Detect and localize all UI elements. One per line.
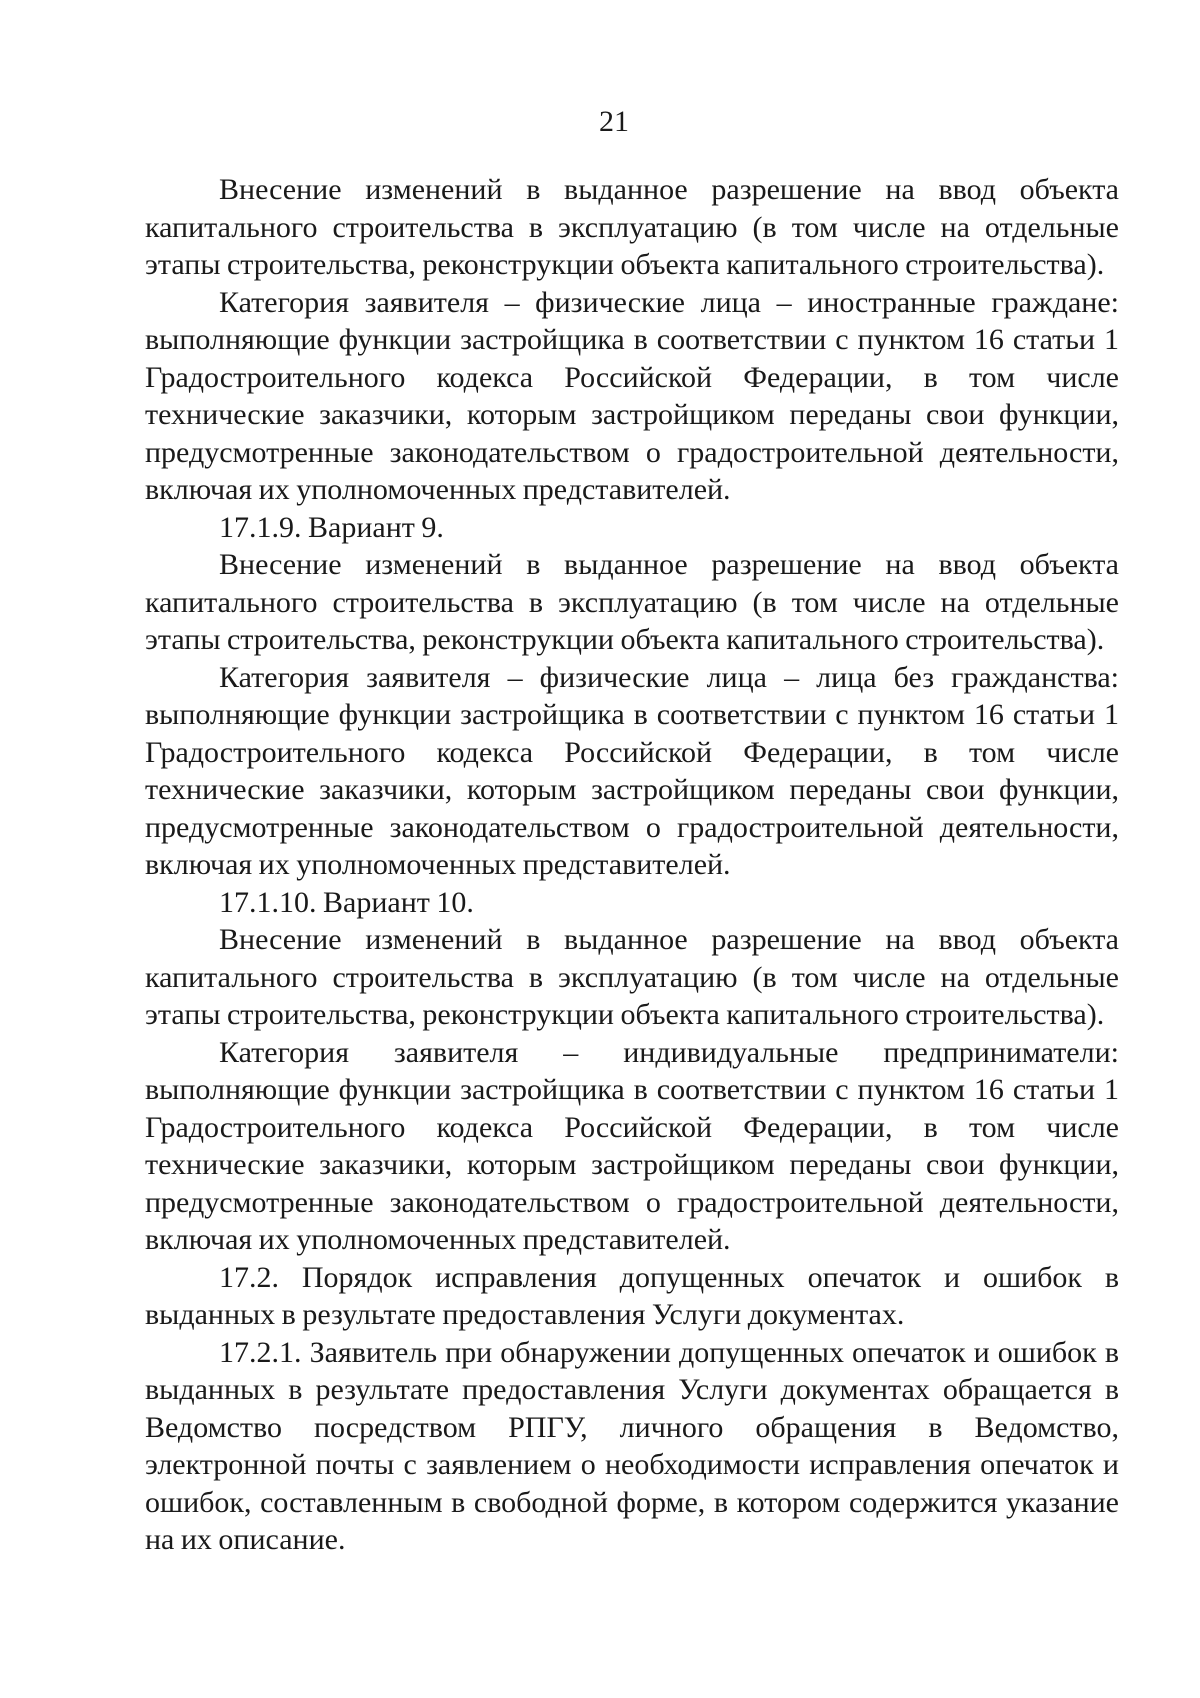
paragraph-category-foreign-citizens: Категория заявителя – физические лица – иностранные граждане: выполняющие функции застройщика в соответствии с пунктом 16 статьи 1 Градостроительного кодекса Российской Федерации, в том числе технические заказчики, которым застройщиком переданы свои функции, предусмотренные законодательством о градостроительной деятельности, включая их уполномоченных представителей.	[145, 285, 1119, 506]
paragraph-category-entrepreneurs: Категория заявителя – индивидуальные предприниматели: выполняющие функции застройщика в соответствии с пунктом 16 статьи 1 Градостроительного кодекса Российской Федерации, в том числе технические заказчики, которым застройщиком переданы свои функции, предусмотренные законодательством о градостроительной деятельности, включая их уполномоченных представителей.	[145, 1035, 1119, 1256]
paragraph-change-permit-1: Внесение изменений в выданное разрешение на ввод объекта капитального строительства в эксплуатацию (в том числе на отдельные этапы строительства, реконструкции объекта капитального строительства).	[145, 173, 1119, 281]
document-body	[145, 171, 1119, 1559]
heading-variant-10: 17.1.10. Вариант 10.	[219, 885, 474, 919]
paragraph-change-permit-2: Внесение изменений в выданное разрешение на ввод объекта капитального строительства в эксплуатацию (в том числе на отдельные этапы строительства, реконструкции объекта капитального строительства).	[145, 548, 1119, 656]
heading-variant-9: 17.1.9. Вариант 9.	[219, 510, 444, 544]
paragraph-change-permit-3: Внесение изменений в выданное разрешение на ввод объекта капитального строительства в эксплуатацию (в том числе на отдельные этапы строительства, реконструкции объекта капитального строительства).	[145, 923, 1119, 1031]
page-number: 21	[599, 105, 629, 138]
heading-section-17-2: 17.2. Порядок исправления допущенных опечаток и ошибок в выданных в результате предоставления Услуги документах.	[145, 1260, 1119, 1331]
paragraph-section-17-2-1: 17.2.1. Заявитель при обнаружении допущенных опечаток и ошибок в выданных в результате предоставления Услуги документах обращается в Ведомство посредством РПГУ, личного обращения в Ведомство, электронной почты с заявлением о необходимости исправления опечаток и ошибок, составленным в свободной форме, в котором содержится указание на их описание.	[145, 1335, 1119, 1556]
paragraph-category-stateless-persons: Категория заявителя – физические лица – лица без гражданства: выполняющие функции застройщика в соответствии с пунктом 16 статьи 1 Градостроительного кодекса Российской Федерации, в том числе технические заказчики, которым застройщиком переданы свои функции, предусмотренные законодательством о градостроительной деятельности, включая их уполномоченных представителей.	[145, 660, 1119, 881]
